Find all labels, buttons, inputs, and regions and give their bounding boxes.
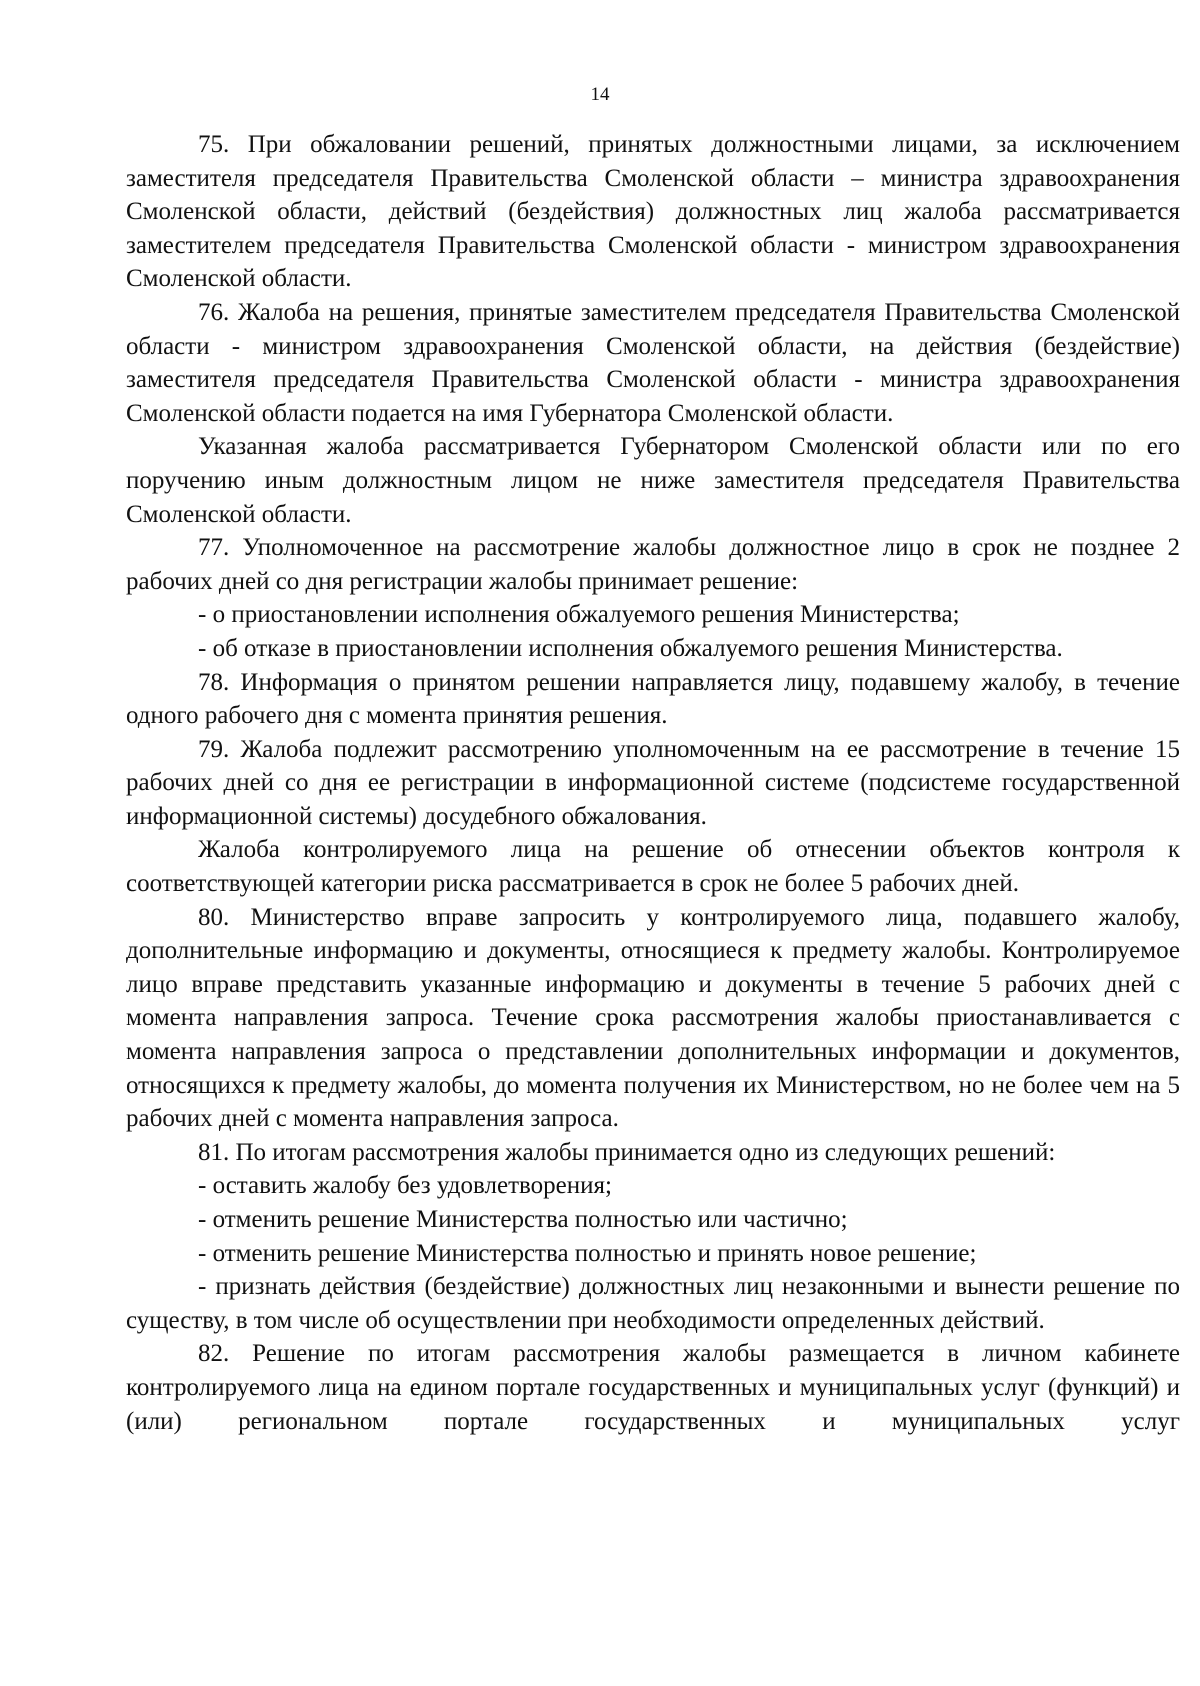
paragraph-77: 77. Уполномоченное на рассмотрение жалобы должностное лицо в срок не позднее 2 рабочих дней со дня регистрации жалобы принимает решение: — [126, 534, 1180, 595]
paragraph-81: 81. По итогам рассмотрения жалобы принимается одно из следующих решений: — [198, 1138, 1056, 1166]
paragraph-78: 78. Информация о принятом решении направляется лицу, подавшему жалобу, в течение одного рабочего дня с момента принятия решения. — [126, 668, 1180, 730]
paragraph-81-item-2: - отменить решение Министерства полностью или частично; — [198, 1206, 848, 1233]
paragraph-81-item-1: - оставить жалобу без удовлетворения; — [198, 1172, 612, 1200]
paragraph-81-item-3: - отменить решение Министерства полностью и принять новое решение; — [198, 1239, 977, 1267]
page-number: 14 — [590, 84, 610, 105]
paragraph-77-item-2: - об отказе в приостановлении исполнения обжалуемого решения Министерства. — [198, 634, 1063, 662]
paragraph-82: 82. Решение по итогам рассмотрения жалобы размещается в личном кабинете контролируемого лица на едином портале государственных и муниципальных услуг (функций) и (или) региональном портале государственных и муниципальных услуг — [126, 1340, 1180, 1435]
paragraph-79: 79. Жалоба подлежит рассмотрению уполномоченным на ее рассмотрение в течение 15 рабочих дней со дня ее регистрации в информационной системе (подсистеме государственной информационной системы) досудебного обжалования. — [126, 735, 1180, 830]
document-body — [126, 128, 1180, 1438]
paragraph-76-continuation: Указанная жалоба рассматривается Губернатором Смоленской области или по его поручению иным должностным лицом не ниже заместителя председателя Правительства Смоленской области. — [126, 433, 1180, 528]
paragraph-75: 75. При обжаловании решений, принятых должностными лицами, за исключением заместителя председателя Правительства Смоленской области – министра здравоохранения Смоленской области, действий (бездействия) должностных лиц жалоба рассматривается заместителем председателя Правительства Смоленской области - министром здравоохранения Смоленской области. — [126, 131, 1180, 293]
paragraph-79-continuation: Жалоба контролируемого лица на решение об отнесении объектов контроля к соответствующей категории риска рассматривается в срок не более 5 рабочих дней. — [126, 836, 1180, 898]
paragraph-76: 76. Жалоба на решения, принятые заместителем председателя Правительства Смоленской области - министром здравоохранения Смоленской области, на действия (бездействие) заместителя председателя Правительства Смоленской области - министра здравоохранения Смоленской области подается на имя Губернатора Смоленской области. — [126, 298, 1180, 427]
paragraph-81-item-4: - признать действия (бездействие) должностных лиц незаконными и вынести решение по существу, в том числе об осуществлении при необходимости определенных действий. — [126, 1273, 1180, 1334]
paragraph-80: 80. Министерство вправе запросить у контролируемого лица, подавшего жалобу, дополнительные информацию и документы, относящиеся к предмету жалобы. Контролируемое лицо вправе представить указанные информацию и документы в течение 5 рабочих дней с момента направления запроса. Течение срока рассмотрения жалобы приостанавливается с момента направления запроса о представлении дополнительных информации и документов, относящихся к предмету жалобы, до момента получения их Министерством, но не более чем на 5 рабочих дней с момента направления запроса. — [126, 903, 1180, 1133]
paragraph-77-item-1: - о приостановлении исполнения обжалуемого решения Министерства; — [198, 601, 960, 629]
